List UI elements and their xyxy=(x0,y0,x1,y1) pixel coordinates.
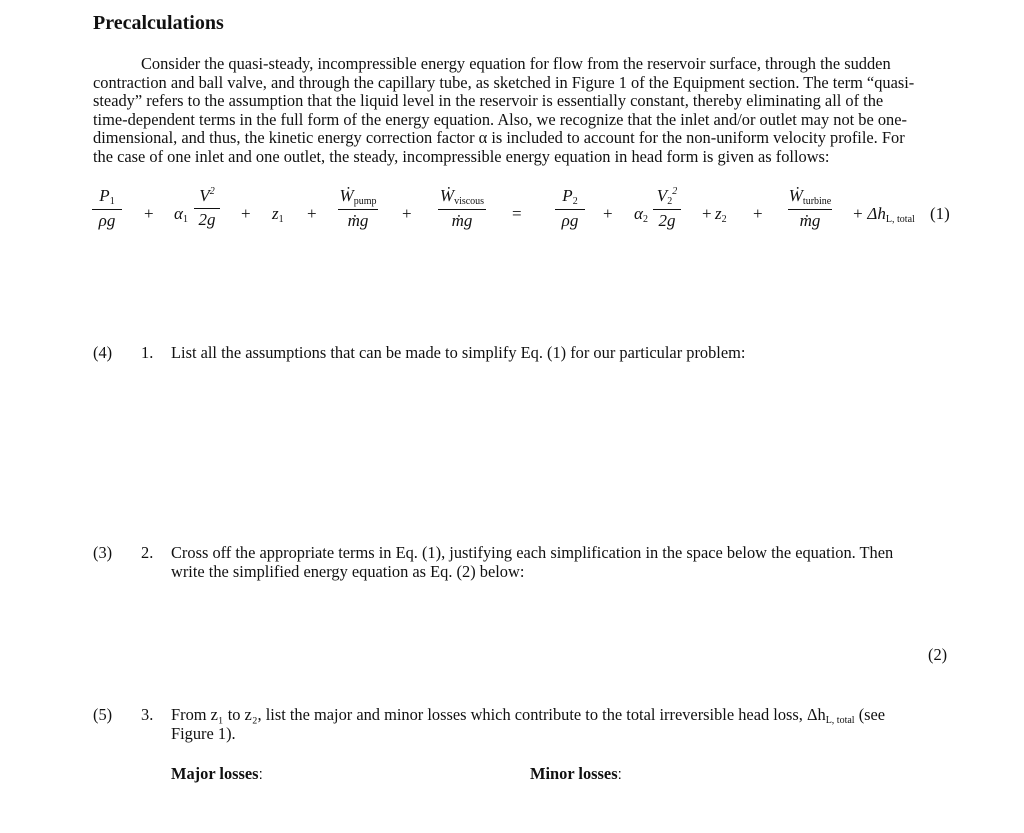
intro-paragraph xyxy=(93,55,973,167)
equation-number-1: (1) xyxy=(930,204,950,223)
alpha-1: $\alpha_1$ xyxy=(174,204,188,225)
intro-line: the case of one inlet and one outlet, the steady, incompressible energy equation in head form is given as follows: xyxy=(93,146,830,166)
plus-operator: + xyxy=(603,204,613,223)
question-2-text-line-2: write the simplified energy equation as Eq. (2) below: xyxy=(171,562,525,581)
energy-equation xyxy=(0,186,1024,246)
question-3-text-line-2: Figure 1). xyxy=(171,724,236,743)
question-2-points: (3) xyxy=(93,543,113,562)
section-title: Precalculations xyxy=(93,12,224,34)
intro-line: contraction and ball valve, and through the capillary tube, as sketched in Figure 1 of the Equipment section. The term “quasi- xyxy=(93,72,915,92)
intro-line: time-dependent terms in the full form of the energy equation. Also, we recognize that the inlet and/or outlet may not be one- xyxy=(93,109,907,129)
question-1-number: 1. xyxy=(141,343,154,362)
equation-number-2: (2) xyxy=(928,645,948,664)
equals-operator: = xyxy=(512,204,522,223)
plus-operator: + xyxy=(702,204,712,223)
head-loss-term: + $\Delta h_{L, total}$ xyxy=(852,204,915,225)
turbine-work-term: Ẇ$_{turbine}$ ṁg xyxy=(788,186,832,230)
pump-work-term: Ẇ$_{pump}$ ṁg xyxy=(339,186,377,230)
plus-operator: + xyxy=(144,204,154,223)
elevation-z2: $z_2$ xyxy=(715,204,727,225)
viscous-work-term: Ẇ$_{viscous}$ ṁg xyxy=(439,186,485,230)
question-2-number: 2. xyxy=(141,543,154,562)
alpha-2: $\alpha_2$ xyxy=(634,204,648,225)
intro-line: Consider the quasi-steady, incompressible energy equation for flow from the reservoir surface, through the sudden xyxy=(141,54,891,73)
question-3-text-line-1: From z₁ to z₂, list the major and minor losses which contribute to the total irreversible head loss, $\Delta h_{L, total}$ (see xyxy=(171,705,886,726)
plus-operator: + xyxy=(307,204,317,223)
plus-operator: + xyxy=(753,204,763,223)
intro-line: steady” refers to the assumption that the liquid level in the reservoir is essentially constant, thereby eliminating all of the xyxy=(93,91,884,111)
elevation-z1: $z_1$ xyxy=(272,204,284,225)
question-3-points: (5) xyxy=(93,705,113,724)
plus-operator: + xyxy=(241,204,251,223)
intro-line: dimensional, and thus, the kinetic energy correction factor α is included to account for the non-uniform velocity profile. For xyxy=(93,128,905,148)
pressure-term-1: $P_1$ ρg xyxy=(92,186,122,231)
minor-losses-label: Minor losses: xyxy=(530,764,622,783)
question-2-text-line-1: Cross off the appropriate terms in Eq. (1), justifying each simplification in the space below the equation. Then xyxy=(171,543,894,562)
kinetic-term-2: $V_2^2$ 2g xyxy=(653,186,681,231)
pressure-term-2: $P_2$ ρg xyxy=(555,186,585,231)
kinetic-term-1: $V^2$ 2g xyxy=(194,186,220,230)
question-1-text: List all the assumptions that can be made to simplify Eq. (1) for our particular problem: xyxy=(171,343,746,362)
question-3-number: 3. xyxy=(141,705,154,724)
plus-operator: + xyxy=(402,204,412,223)
major-losses-label: Major losses: xyxy=(171,764,263,783)
question-1-points: (4) xyxy=(93,343,113,362)
